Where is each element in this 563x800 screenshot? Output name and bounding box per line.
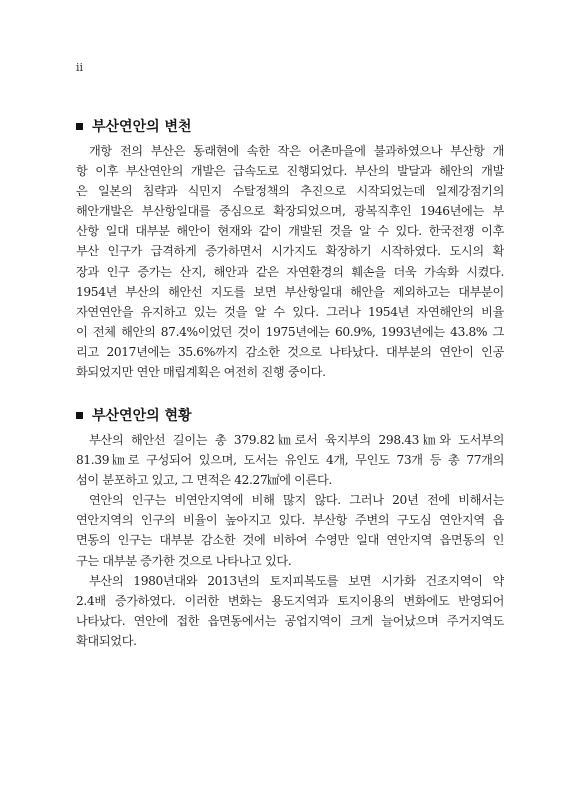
text-line: 나타났다. 연안에 접한 읍면동에서는 공업지역이 크게 늘어났으며 주거지역도 (76, 613, 504, 628)
text-line: 이 전체 해안의 87.4%이었던 것이 1975년에는 60.9%, 1993년에는 43.8% 그 (76, 324, 504, 339)
text-line: 장과 인구 증가는 산지, 해안과 같은 자연환경의 훼손을 더욱 가속화 시켰다. (76, 264, 504, 279)
text-line: 부산의 1980년대와 2013년의 토지피복도를 보면 시가화 건조지역이 약 (89, 573, 504, 588)
text-line: 부산의 해안선 길이는 총 379.82㎞로서 육지부의 298.43㎞와 도서부의 (89, 433, 504, 447)
text-line: 산항 일대 대부분 해안이 현재와 같이 개발된 것을 알 수 있다. 한국전쟁 이후 (76, 224, 504, 239)
section-heading-text: 부산연안의 현황 (92, 408, 192, 424)
text-line: 1954년 부산의 해안선 지도를 보면 부산항일대 해안을 제외하고는 대부분이 (76, 284, 504, 299)
text-line: 항 이후 부산연안의 개발은 급속도로 진행되었다. 부산의 발달과 해안의 개발 (76, 164, 504, 179)
section-heading-text: 부산연안의 변천 (92, 119, 192, 135)
text-line: 자연연안을 유지하고 있는 것을 알 수 있다. 그러나 1954년 자연해안의 비율 (76, 304, 504, 319)
paragraph (76, 571, 504, 651)
page-number: ii (76, 61, 84, 74)
text-line: 2.4배 증가하였다. 이러한 변화는 용도지역과 토지이용의 변화에도 반영되어 (76, 593, 504, 608)
text-line: 확대되었다. (76, 633, 137, 648)
paragraph (76, 430, 504, 490)
text-line: 개항 전의 부산은 동래현에 속한 작은 어촌마을에 불과하였으나 부산항 개 (89, 144, 504, 158)
text-line: 구는 대부분 증가한 것으로 나타나고 있다. (76, 553, 292, 568)
text-line: 은 일본의 침략과 식민지 수탈정책의 추진으로 시작되었는데 일제강점기의 (76, 184, 504, 199)
text-line: 해안개발은 부산항일대를 중심으로 확장되었으며, 광복직후인 1946년에는 부 (76, 204, 504, 219)
square-bullet-icon (76, 412, 83, 419)
paragraph (76, 141, 504, 382)
text-line: 면동의 인구는 대부분 감소한 것에 비하여 수영만 일대 연안지역 읍면동의 인 (76, 533, 504, 548)
square-bullet-icon (76, 123, 83, 130)
text-line: 81.39㎞로 구성되어 있으며, 도서는 유인도 4개, 무인도 73개 등 총 77개의 (76, 453, 504, 468)
text-line: 부산 인구가 급격하게 증가하면서 시가지도 확장하기 시작하였다. 도시의 확 (76, 244, 504, 259)
section-history (76, 116, 504, 382)
section-heading (76, 405, 504, 425)
text-line: 화되었지만 연안 매립계획은 여전히 진행 중이다. (76, 365, 326, 380)
paragraph (76, 490, 504, 570)
text-line: 리고 2017년에는 35.6%까지 감소한 것으로 나타났다. 대부분의 연안이 인공 (76, 344, 504, 359)
text-line: 섬이 분포하고 있고, 그 면적은 42.27㎢에 이른다. (76, 473, 332, 488)
text-line: 연안지역의 인구의 비율이 높아지고 있다. 부산항 주변의 구도심 연안지역 읍 (76, 513, 504, 528)
section-status (76, 405, 504, 651)
section-heading (76, 116, 504, 136)
text-line: 연안의 인구는 비연안지역에 비해 많지 않다. 그러나 20년 전에 비해서는 (89, 493, 504, 508)
